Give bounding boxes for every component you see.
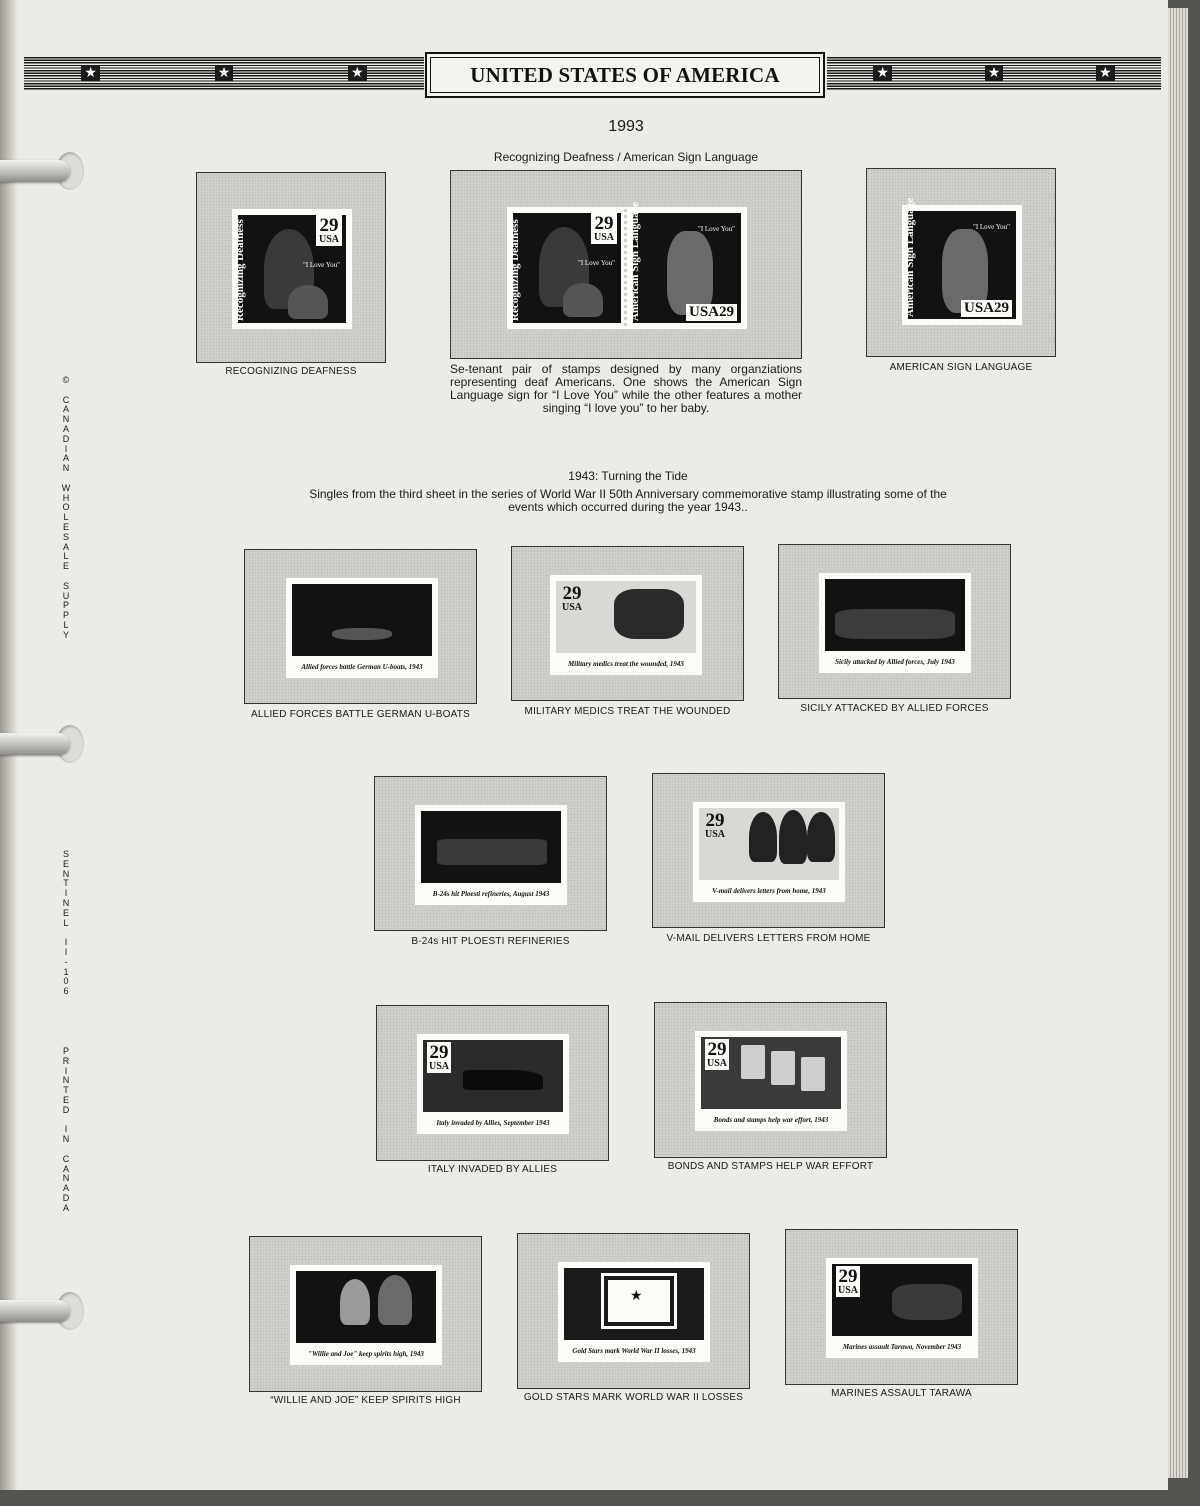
stamp-mount [244,549,477,704]
stamp-mount-se-tenant-pair [450,170,802,359]
stamp-side-text: Recognizing Deafness [234,219,246,321]
caption-sicily: SICILY ATTACKED BY ALLIED FORCES [800,703,989,714]
stamp-v-mail: 29 USA V-mail delivers letters from home, 1943 [693,802,845,902]
pair-description: Se-tenant pair of stamps designed by many organziations representing deaf Americans. One shows the American Sign Language sign for “I Love You” while the other features a mother singing “I love you” to her baby. [450,362,802,415]
stamp-sicily: Sicily attacked by Allied forces, July 1943 [819,573,971,673]
page-edge-stack [1168,8,1188,1478]
imprint-series: S E N T I N E L I I - 1 0 6 [62,849,70,997]
stamp-american-sign-language: American Sign Language "I Love You" USA29 [902,205,1022,325]
caption-gold-stars: GOLD STARS MARK WORLD WAR II LOSSES [523,1392,744,1403]
binder-ring-middle [0,721,84,767]
caption-ploesti: B-24s HIT PLOESTI REFINERIES [411,936,570,947]
stamp-mount-deafness [196,172,386,363]
binder-ring-bottom [0,1288,84,1334]
star-icon: ★ [873,65,892,81]
stamp-mount [376,1005,609,1161]
header-band-right [827,57,1161,90]
stamp-u-boats: Allied forces battle German U-boats, 1943 [286,578,438,678]
stamp-ploesti: B-24s hit Ploesti refineries, August 1943 [415,805,567,905]
stamp-medics: 29 USA Military medics treat the wounded, 1943 [550,575,702,675]
stamp-mount [778,544,1011,699]
page-title: UNITED STATES OF AMERICA [470,62,780,87]
stamp-italy: 29 USA Italy invaded by Allies, September 1943 [417,1034,569,1134]
header-band-left [24,57,424,90]
stamp-tarawa: 29 USA Marines assault Tarawa, November 1943 [826,1258,978,1358]
caption-bonds: BONDS AND STAMPS HELP WAR EFFORT [667,1161,874,1172]
imprint-printed: P R I N T E D I N C A N A D A [62,1046,70,1213]
stamp-mount [249,1236,482,1392]
caption-italy: ITALY INVADED BY ALLIES [427,1164,558,1175]
star-icon: ★ [81,65,100,81]
caption-tarawa: MARINES ASSAULT TARAWA [831,1388,972,1399]
stamp-mount [511,546,744,701]
stamp-pair-asl: American Sign Language "I Love You" USA29 [627,207,747,329]
caption-medics: MILITARY MEDICS TREAT THE WOUNDED [524,706,731,717]
stamp-mount-asl [866,168,1056,357]
caption-american-sign-language: AMERICAN SIGN LANGUAGE [889,362,1033,373]
page-title-box [425,52,825,98]
imprint-publisher: © C A N A D I A N W H O L E S A L E S U P P L Y [61,375,71,640]
stamp-mount [652,773,885,928]
stamp-willie-and-joe: 29 USA "Willie and Joe" keep spirits high, 1943 [290,1265,442,1365]
star-icon: ★ [985,65,1004,81]
caption-willie-and-joe: “WILLIE AND JOE” KEEP SPIRITS HIGH [270,1395,461,1406]
stamp-recognizing-deafness: Recognizing Deafness 29 USA "I Love You" [232,209,352,329]
stamp-mount [374,776,607,931]
stamp-bonds: 29 USA Bonds and stamps help war effort, 1943 [695,1031,847,1131]
section-subtitle: Recognizing Deafness / American Sign Language [493,150,759,164]
gold-star-icon: ★ [630,1288,643,1304]
stamp-gold-stars: ★ Gold Stars mark World War II losses, 1943 [558,1262,710,1362]
star-icon: ★ [348,65,367,81]
section2-title: 1943: Turning the Tide [568,469,688,483]
star-icon: ★ [1096,65,1115,81]
caption-recognizing-deafness: RECOGNIZING DEAFNESS [225,366,357,377]
caption-v-mail: V-MAIL DELIVERS LETTERS FROM HOME [666,933,871,944]
caption-u-boats: ALLIED FORCES BATTLE GERMAN U-BOATS [251,709,470,720]
stamp-mount [654,1002,887,1158]
stamp-mount [517,1233,750,1389]
section-year: 1993 [608,118,644,135]
star-icon: ★ [215,65,234,81]
stamp-mount [785,1229,1018,1385]
section2-description: Singles from the third sheet in the series of World War II 50th Anniversary commemorative stamp illustrating some of the events which occurred during the year 1943.. [309,487,947,514]
stamp-pair-deafness: Recognizing Deafness 29 USA "I Love You" [507,207,627,329]
